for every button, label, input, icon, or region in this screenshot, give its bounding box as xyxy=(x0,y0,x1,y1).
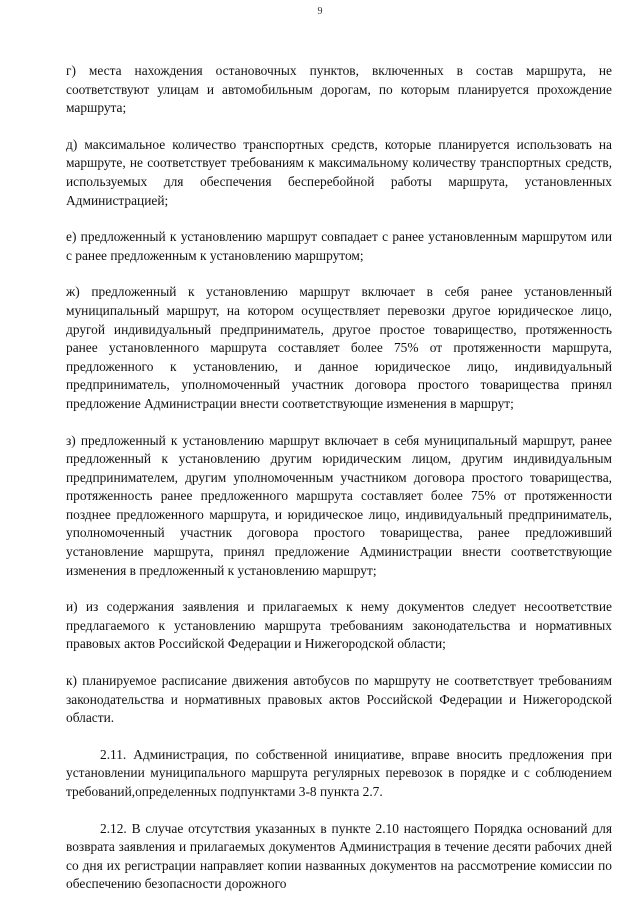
clause-d: д) максимальное количество транспортных средств, которые планируется использовать на маршруте, не соответствует требованиям к максимальному количеству транспортных средств, используемых для обеспечения бесперебойной работы маршрута, установленных Администрацией; xyxy=(66,136,612,208)
document-body xyxy=(66,62,612,894)
clause-i: и) из содержания заявления и прилагаемых к нему документов следует несоответствие предлагаемого к установлению маршрута требованиям законодательства и нормативных правовых актов Российской Федерации и Нижегородской области; xyxy=(66,599,612,652)
section-2-12: 2.12. В случае отсутствия указанных в пункте 2.10 настоящего Порядка оснований для возврата заявления и прилагаемых документов Администрация в течение десяти рабочих дней со дня их регистрации направляет копии названных документов на рассмотрение комиссии по обеспечению безопасности дорожного xyxy=(66,820,612,892)
clause-z: з) предложенный к установлению маршрут включает в себя муниципальный маршрут, ранее предложенный к установлению другим юридическим лицом, другим индивидуальным предпринимателем, другим уполномоченным участником договора простого товарищества, протяженность ранее предложенного маршрута составляет более 75% от протяженности позднее предложенного маршрута, и юридическое лицо, индивидуальный предприниматель, уполномоченный участник договора простого товарищества, ранее предложивший установление маршрута, принял предложение Администрации внести соответствующие изменения в предложенный к установлению маршрут; xyxy=(66,432,612,578)
clause-e: е) предложенный к установлению маршрут совпадает с ранее установленным маршрутом или с ранее предложенным к установлению маршрутом; xyxy=(66,229,612,263)
clause-k: к) планируемое расписание движения автобусов по маршруту не соответствует требованиям законодательства и нормативных правовых актов Российской Федерации и Нижегородской области. xyxy=(66,673,612,726)
clause-g: г) места нахождения остановочных пунктов, включенных в состав маршрута, не соответствуют улицам и автомобильным дорогам, по которым планируется прохождение маршрута; xyxy=(66,63,612,116)
clause-zh: ж) предложенный к установлению маршрут включает в себя ранее установленный муниципальный маршрут, на котором осуществляет перевозки другое юридическое лицо, другой индивидуальный предприниматель, другое простое товарищество, протяженность ранее установленного маршрута составляет более 75% от протяженности маршрута, предложенного к установлению, и данное юридическое лицо, индивидуальный предприниматель, уполномоченный участник договора простого товарищества принял предложение Администрации внести соответствующие изменения в маршрут; xyxy=(66,284,612,411)
section-2-11: 2.11. Администрация, по собственной инициативе, вправе вносить предложения при установлении муниципального маршрута регулярных перевозок в порядке и с соблюдением требований,определенных подпунктами 3-8 пункта 2.7. xyxy=(66,746,612,799)
page-number: 9 xyxy=(317,6,323,17)
